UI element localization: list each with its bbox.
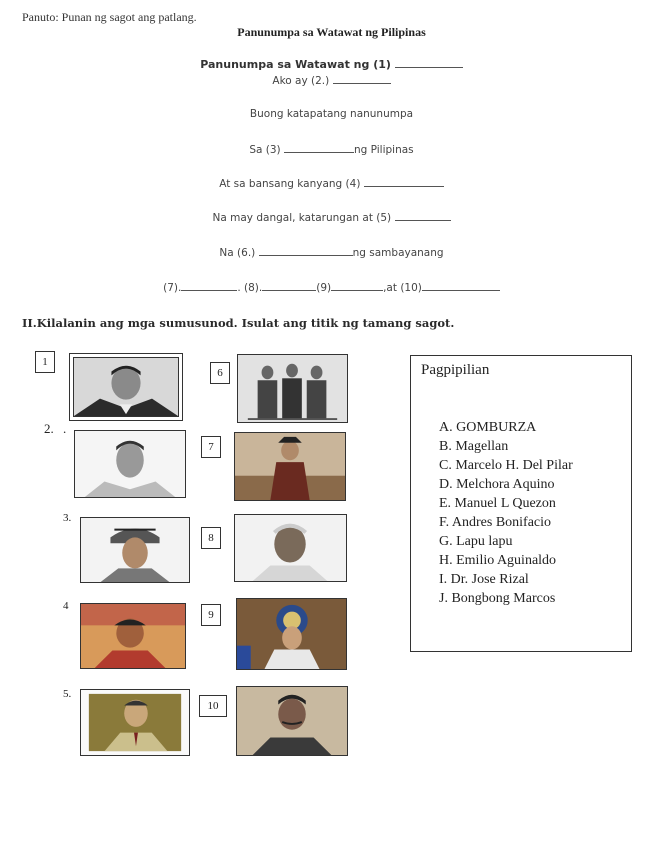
choice-b: B. Magellan bbox=[439, 439, 509, 454]
portrait-2-image bbox=[75, 431, 185, 497]
oath-line-7-post: ng sambayanang bbox=[352, 247, 444, 259]
blank-10[interactable] bbox=[422, 280, 500, 291]
oath-line-8-c: (9) bbox=[316, 282, 332, 294]
item-number-8: 8 bbox=[201, 527, 221, 549]
portrait-5 bbox=[80, 689, 190, 756]
portrait-1 bbox=[69, 353, 183, 421]
blank-4[interactable] bbox=[364, 176, 444, 187]
blank-6[interactable] bbox=[259, 245, 353, 256]
oath-line-6 bbox=[0, 210, 663, 224]
portrait-1-image bbox=[74, 358, 178, 416]
choice-h: H. Emilio Aguinaldo bbox=[439, 553, 557, 568]
portrait-7 bbox=[234, 432, 346, 501]
item-number-1: 1 bbox=[35, 351, 55, 373]
choices-title: Pagpipilian bbox=[421, 362, 490, 378]
portrait-8 bbox=[234, 514, 347, 582]
portrait-4 bbox=[80, 603, 186, 669]
oath-line-5-text: At sa bansang kanyang (4) bbox=[219, 178, 361, 190]
portrait-4-image bbox=[81, 604, 185, 668]
item-number-2: 2. bbox=[44, 421, 54, 436]
item-number-9: 9 bbox=[201, 604, 221, 626]
item-number-2-dot: . bbox=[63, 421, 67, 436]
choice-c: C. Marcelo H. Del Pilar bbox=[439, 458, 573, 473]
oath-line-4-post: ng Pilipinas bbox=[354, 144, 414, 156]
oath-line-7-pre: Na (6.) bbox=[219, 247, 256, 259]
blank-3[interactable] bbox=[284, 142, 354, 153]
portrait-6 bbox=[237, 354, 348, 423]
oath-line-4-pre: Sa (3) bbox=[249, 144, 281, 156]
item-number-5: 5. bbox=[63, 688, 72, 700]
portrait-9-image bbox=[237, 599, 346, 669]
choice-j: J. Bongbong Marcos bbox=[439, 591, 556, 606]
item-number-6: 6 bbox=[210, 362, 230, 384]
oath-line-3 bbox=[0, 108, 663, 120]
oath-line-2-text: Ako ay (2.) bbox=[272, 75, 330, 87]
item-number-4: 4 bbox=[63, 600, 69, 612]
portrait-2 bbox=[74, 430, 186, 498]
choice-f: F. Andres Bonifacio bbox=[439, 515, 552, 530]
portrait-3-image bbox=[81, 518, 189, 582]
oath-line-1 bbox=[0, 57, 663, 71]
portrait-10-image bbox=[237, 687, 347, 755]
portrait-6-image bbox=[238, 355, 347, 422]
oath-line-8-a: (7). bbox=[163, 282, 182, 294]
portrait-5-image bbox=[81, 690, 189, 755]
portrait-7-image bbox=[235, 433, 345, 500]
oath-line-6-text: Na may dangal, katarungan at (5) bbox=[212, 212, 392, 224]
choice-d: D. Melchora Aquino bbox=[439, 477, 555, 492]
oath-line-4 bbox=[0, 142, 663, 156]
choice-a: A. GOMBURZA bbox=[439, 420, 537, 435]
oath-line-8-b: . (8). bbox=[237, 282, 263, 294]
oath-title: Panunumpa sa Watawat ng Pilipinas bbox=[237, 25, 426, 39]
blank-9[interactable] bbox=[331, 280, 383, 291]
portrait-10 bbox=[236, 686, 348, 756]
oath-line-5 bbox=[0, 176, 663, 190]
choice-i: I. Dr. Jose Rizal bbox=[439, 572, 529, 587]
choice-g: G. Lapu lapu bbox=[439, 534, 513, 549]
blank-7[interactable] bbox=[181, 280, 237, 291]
portrait-9 bbox=[236, 598, 347, 670]
item-number-10: 10 bbox=[199, 695, 227, 717]
blank-2[interactable] bbox=[333, 73, 391, 84]
choices-box bbox=[410, 355, 632, 652]
oath-line-3-text: Buong katapatang nanunumpa bbox=[249, 108, 414, 120]
oath-line-8-d: ,at (10) bbox=[383, 282, 422, 294]
oath-line-8 bbox=[0, 280, 663, 294]
blank-1[interactable] bbox=[395, 57, 463, 68]
choice-e: E. Manuel L Quezon bbox=[439, 496, 556, 511]
blank-8[interactable] bbox=[262, 280, 316, 291]
portrait-8-image bbox=[235, 515, 346, 581]
item-number-7: 7 bbox=[201, 436, 221, 458]
item-number-3: 3. bbox=[63, 512, 72, 524]
section-2-title: II.Kilalanin ang mga sumusunod. Isulat ang titik ng tamang sagot. bbox=[22, 316, 455, 330]
blank-5[interactable] bbox=[395, 210, 451, 221]
oath-line-2 bbox=[0, 73, 663, 87]
oath-line-1-text: Panunumpa sa Watawat ng (1) bbox=[200, 58, 391, 71]
oath-line-7 bbox=[0, 245, 663, 259]
portrait-3 bbox=[80, 517, 190, 583]
instruction: Panuto: Punan ng sagot ang patlang. bbox=[22, 10, 197, 24]
